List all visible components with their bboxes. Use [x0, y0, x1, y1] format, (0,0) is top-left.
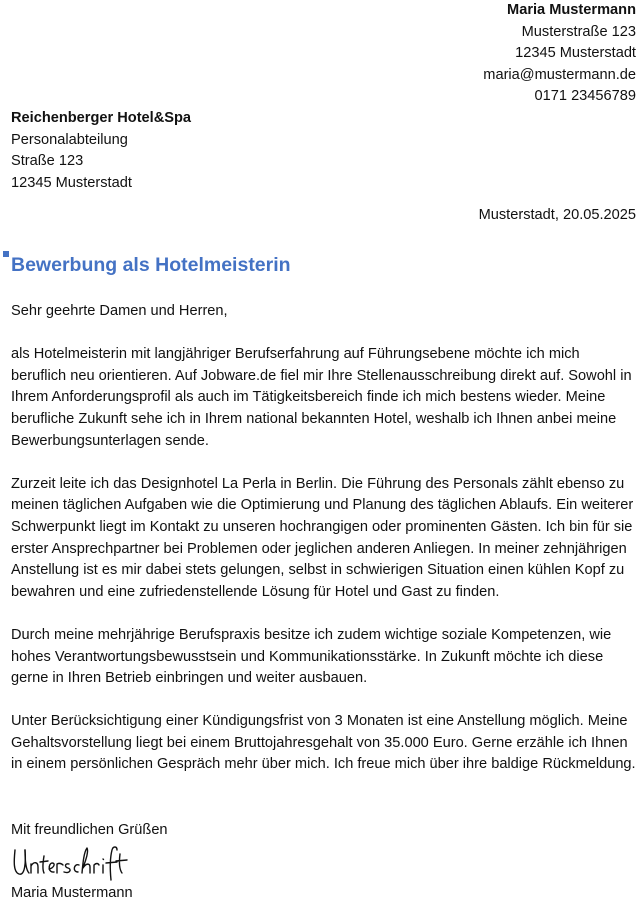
paragraph-availability: Unter Berücksichtigung einer Kündigungsfrist von 3 Monaten ist eine Anstellung möglich. Meine Gehaltsvorstellung liegt bei einem Bruttojahresgehalt von 35.000 Euro. Gerne erzähle ich Ihnen in einem persönlichen Gespräch mehr über mich. Ich freue mich über ihre baldige Rückmeldung. — [11, 713, 636, 773]
sender-city: 12345 Musterstadt — [515, 45, 636, 62]
recipient-department: Personalabteilung — [11, 131, 128, 148]
letter-body — [11, 301, 637, 798]
sender-email: maria@mustermann.de — [483, 66, 636, 83]
recipient-street: Straße 123 — [11, 153, 84, 170]
closing: Mit freundlichen Grüßen — [11, 822, 168, 838]
paragraph-intro: als Hotelmeisterin mit langjähriger Berufserfahrung auf Führungsebene möchte ich mich beruflich neu orientieren. Auf Jobware.de fiel mir Ihre Stellenausschreibung direkt auf. Sowohl in Ihrem Anforderungsprofil als auch im Tätigkeitsbereich finde ich mich bestens wieder. Meine berufliche Zukunft sehe ich in Ihrem national bekannten Hotel, weshalb ich Ihnen anbei meine Bewerbungsunterlagen sende. — [11, 346, 632, 449]
salutation: Sehr geehrte Damen und Herren, — [11, 303, 228, 319]
sender-phone: 0171 23456789 — [534, 88, 636, 105]
recipient-address — [11, 108, 191, 194]
paragraph-competencies: Durch meine mehrjährige Berufspraxis besitze ich zudem wichtige soziale Kompetenzen, wie hohes Verantwortungsbewusstsein und Kommunikationsstärke. In Zukunft möchte ich diese gerne in Ihren Betrieb einbringen und weiter ausbauen. — [11, 626, 612, 687]
sender-address — [483, 0, 636, 108]
letter-date: Musterstadt, 20.05.2025 — [478, 207, 636, 223]
sender-name: Maria Mustermann — [507, 2, 636, 18]
recipient-company: Reichenberger Hotel&Spa — [11, 110, 192, 126]
recipient-city: 12345 Musterstadt — [11, 174, 132, 191]
handwritten-signature — [11, 842, 129, 882]
subject-marker — [3, 251, 9, 257]
signer-name: Maria Mustermann — [11, 885, 133, 901]
sender-street: Musterstraße 123 — [521, 23, 636, 40]
paragraph-current-position: Zurzeit leite ich das Designhotel La Perla in Berlin. Die Führung des Personals zählt ebenso zu meinen täglichen Aufgaben wie die Optimierung und Planung des täglichen Ablaufs. Ein weiterer Schwerpunkt liegt im Kontakt zu unseren hochrangigen oder prominenten Gästen. Ich bin für sie erster Ansprechpartner bei Problemen oder jeglichen anderen Anliegen. In meiner zehnjährigen Anstellung ist es mir dabei stets gelungen, selbst in schwierigen Situation einen kühlen Kopf zu bewahren und eine zufriedenstellende Lösung für Hotel und Gast zu finden. — [11, 475, 634, 600]
letter-subject: Bewerbung als Hotelmeisterin — [11, 254, 291, 276]
